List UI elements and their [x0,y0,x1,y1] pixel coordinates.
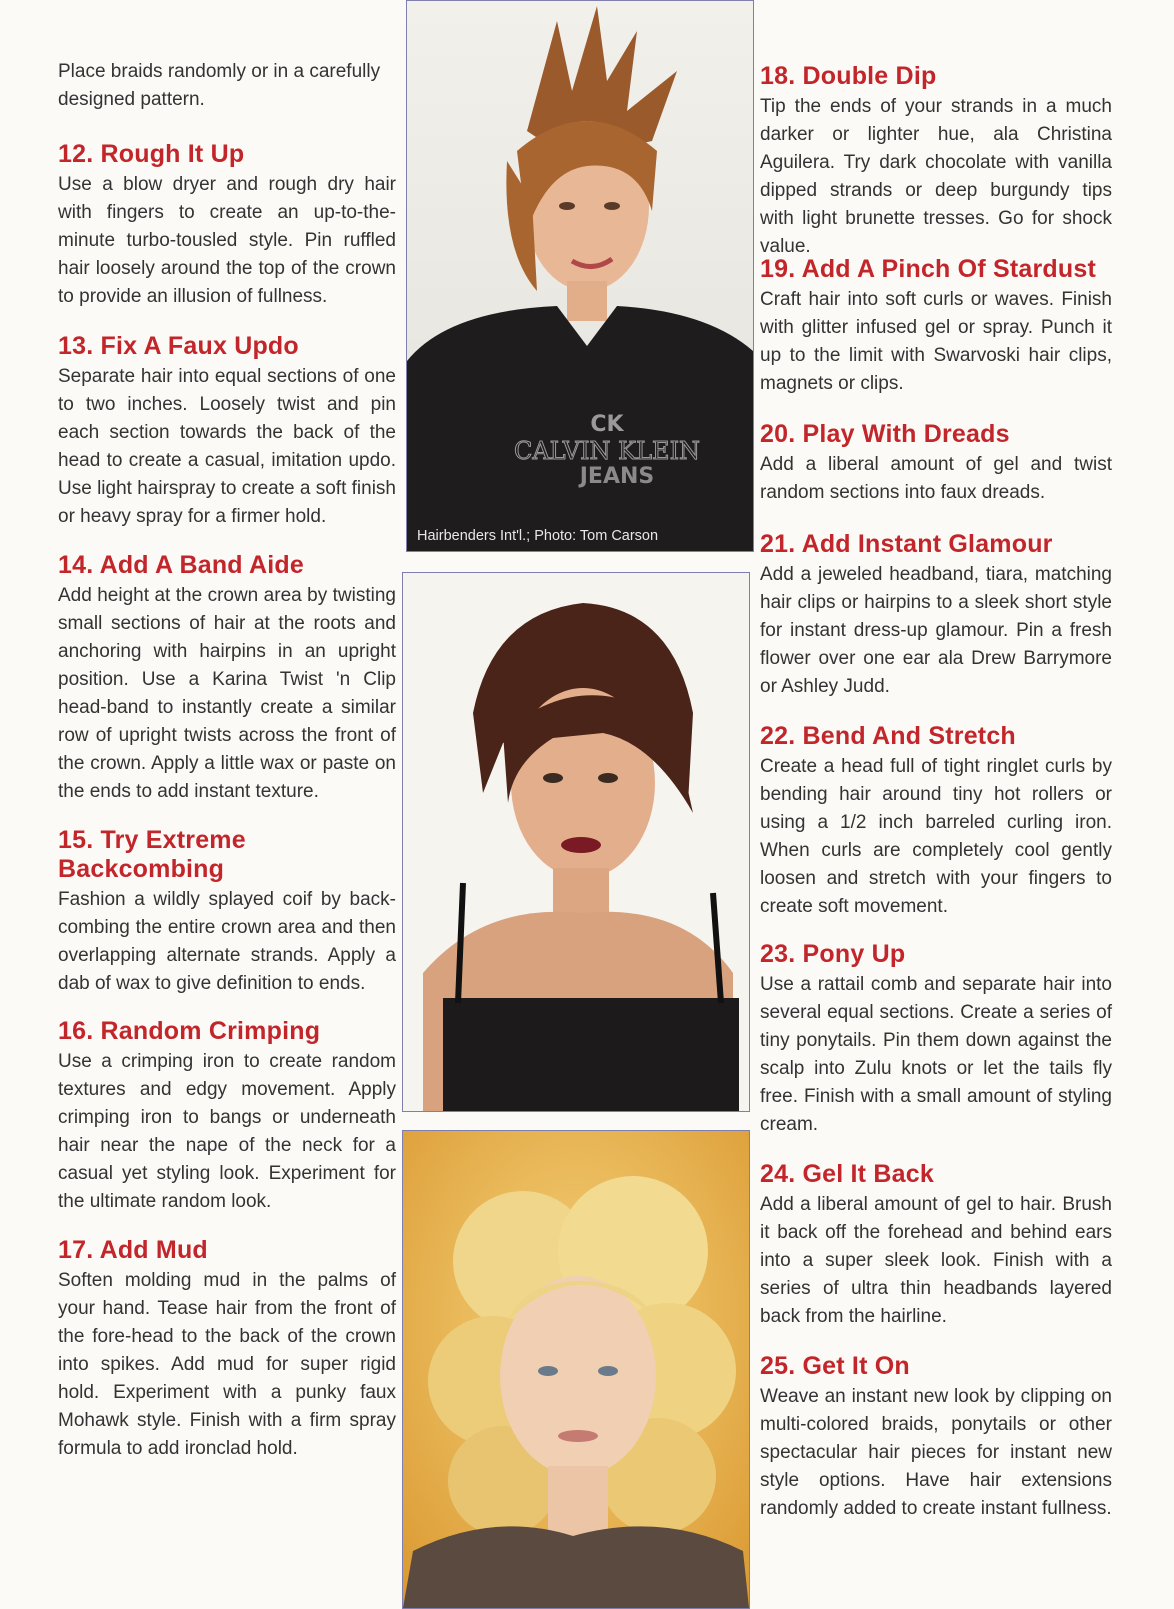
tip-22 [760,722,1112,921]
photo-curly-blonde [402,1130,750,1609]
tip-heading: 13. Fix A Faux Updo [58,332,299,360]
tip-heading: 23. Pony Up [760,940,906,968]
tip-heading: 20. Play With Dreads [760,420,1010,448]
tip-heading: 16. Random Crimping [58,1017,321,1045]
tip-body: Add a jeweled headband, tiara, matching hair clips or hairpins to a sleek short style for instant dress-up glamour. Pin a fresh flower over one ear ala Drew Barrymore or Ashley Judd. [760,564,1112,697]
tip-body: Fashion a wildly splayed coif by back-combing the entire crown area and then overlapping alternate strands. Apply a dab of wax to give definition to ends. [58,889,396,994]
tip-body: Use a blow dryer and rough dry hair with fingers to create an up-to-the-minute turbo-tousled style. Pin ruffled hair loosely around the top of the crown to provide an illusion of fullness. [58,174,396,307]
tip-18 [760,62,1112,261]
tip-16 [58,1017,396,1216]
tip-heading: 12. Rough It Up [58,140,245,168]
tip-body: Create a head full of tight ringlet curls by bending hair around tiny hot rollers or using a 1/2 inch barreled curling iron. When curls are completely cool gently loosen and stretch with your fingers to create soft movement. [760,756,1112,917]
tip-heading: 18. Double Dip [760,62,937,90]
tip-12 [58,140,396,311]
tip-body: Soften molding mud in the palms of your hand. Tease hair from the front of the fore-head to the back of the crown into spikes. Add mud for super rigid hold. Experiment with a punky faux Mohawk style. Finish with a firm spray formula to add ironclad hold. [58,1270,396,1459]
photo-caption: Hairbenders Int'l.; Photo: Tom Carson [417,528,659,544]
tip-21 [760,530,1112,701]
tip-heading: 15. Try Extreme Backcombing [58,826,246,883]
photo-short-crop-illustration [403,573,749,1111]
shirt-logo-line-1: CK [590,412,624,437]
tip-13 [58,332,396,531]
tip-body: Add a liberal amount of gel to hair. Brush it back off the forehead and behind ears into a super sleek look. Finish with a series of ultra thin headbands layered back from the hairline. [760,1194,1112,1327]
tip-25 [760,1352,1112,1523]
tip-15 [58,826,396,998]
tip-23 [760,940,1112,1139]
tip-17 [58,1236,396,1463]
tip-heading: 19. Add A Pinch Of Stardust [760,255,1096,283]
tip-body: Craft hair into soft curls or waves. Finish with glitter infused gel or spray. Punch it up to the limit with Swarvoski hair clips, magnets or clips. [760,289,1112,394]
tip-heading: 22. Bend And Stretch [760,722,1016,750]
tip-body: Add a liberal amount of gel and twist random sections into faux dreads. [760,454,1112,503]
photo-curly-blonde-illustration [403,1131,749,1608]
intro-block [58,58,396,114]
tip-20 [760,420,1112,507]
tip-heading: 17. Add Mud [58,1236,208,1264]
tip-19 [760,255,1112,398]
photo-spiky-updo [406,0,754,552]
tip-heading: 21. Add Instant Glamour [760,530,1053,558]
intro-text: Place braids randomly or in a carefully designed pattern. [58,61,381,110]
tip-heading: 24. Gel It Back [760,1160,934,1188]
tip-heading: 14. Add A Band Aide [58,551,304,579]
photo-short-crop [402,572,750,1112]
photo-spiky-updo-illustration [407,1,753,551]
tip-24 [760,1160,1112,1331]
tip-body: Separate hair into equal sections of one to two inches. Loosely twist and pin each section towards the back of the head to create a casual, imitation updo. Use light hairspray to create a soft finish or heavy spray for a firmer hold. [58,366,396,527]
tip-14 [58,551,396,806]
tip-heading: 25. Get It On [760,1352,910,1380]
shirt-logo-line-2: CALVIN KLEIN [513,437,701,465]
tip-body: Tip the ends of your strands in a much darker or lighter hue, ala Christina Aguilera. Try dark chocolate with vanilla dipped strands or deep burgundy tips with light brunette tresses. Go for shock value. [760,96,1112,257]
tip-body: Use a crimping iron to create random textures and edgy movement. Apply crimping iron to bangs or underneath hair near the nape of the neck for a casual yet styling look. Experiment for the ultimate random look. [58,1051,396,1212]
tip-body: Add height at the crown area by twisting small sections of hair at the roots and anchoring with hairpins in an upright position. Use a Karina Twist 'n Clip head-band to instantly create a similar row of upright twists across the front of the crown. Apply a little wax or paste on the ends to add instant texture. [58,585,396,802]
tip-body: Weave an instant new look by clipping on multi-colored braids, ponytails or other spectacular hair pieces for instant new style options. Have hair extensions randomly added to create instant fullness. [760,1386,1112,1519]
tip-body: Use a rattail comb and separate hair into several equal sections. Create a series of tiny ponytails. Pin them down against the scalp into Zulu knots or let the tails fly free. Finish with a small amount of styling cream. [760,974,1112,1135]
shirt-logo-line-3: JEANS [579,464,655,489]
